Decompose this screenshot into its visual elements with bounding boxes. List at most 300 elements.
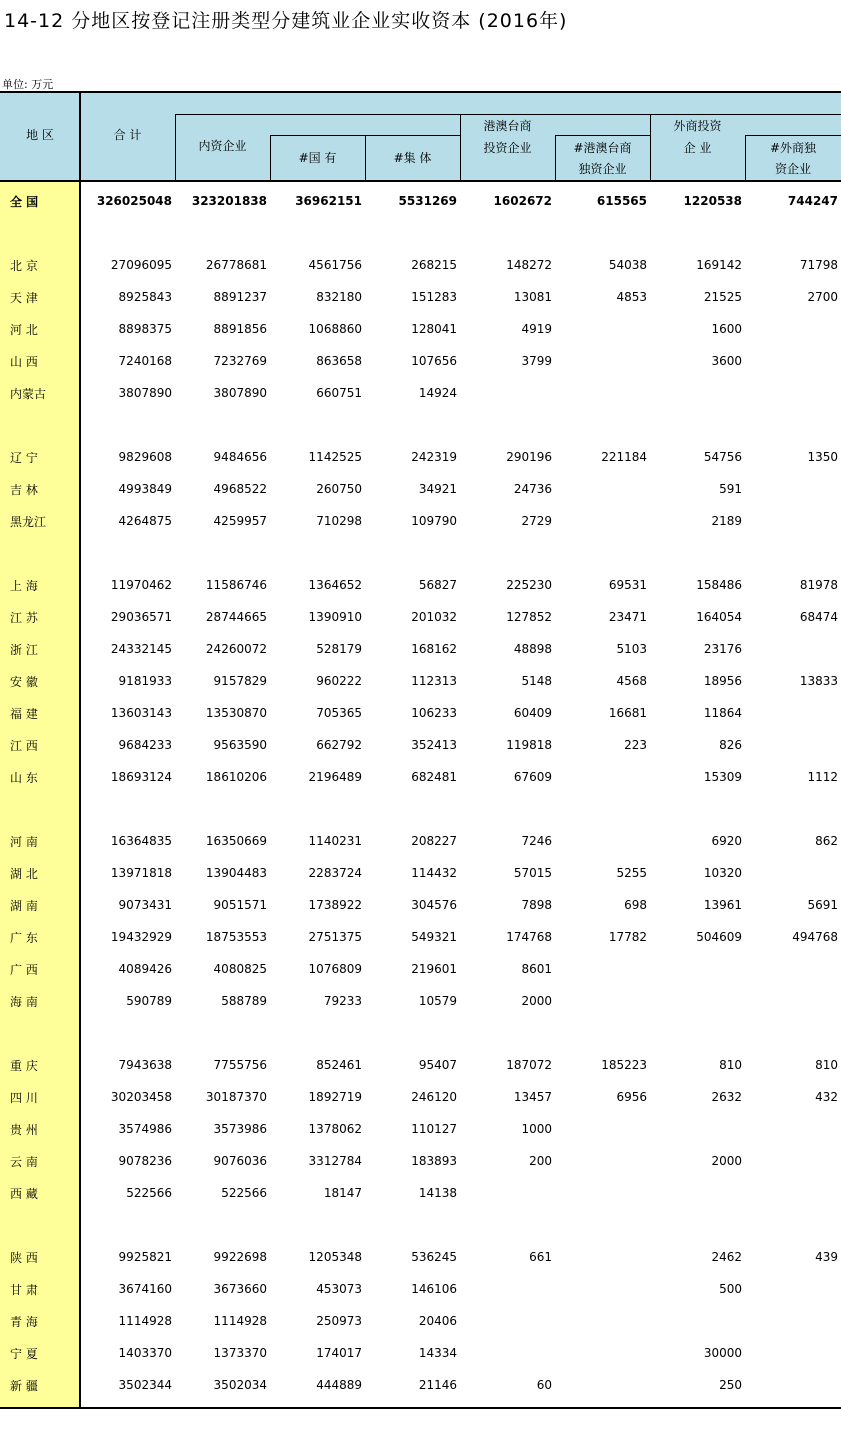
state-cell: 1205348 (308, 1250, 362, 1264)
region-cell: 云 南 (10, 1154, 38, 1169)
state-cell: 705365 (316, 706, 362, 720)
collective-cell: 20406 (418, 1314, 457, 1328)
spacer-cell (555, 1017, 650, 1049)
spacer-cell (0, 409, 80, 441)
table-row (0, 313, 841, 345)
hmt-sole-cell (555, 825, 650, 857)
spacer-row (0, 537, 841, 569)
spacer-cell (80, 537, 175, 569)
total-cell: 9073431 (118, 898, 172, 912)
hline (555, 135, 650, 136)
spacer-cell (80, 793, 175, 825)
domestic-cell: 26778681 (205, 258, 267, 272)
foreign-cell (650, 985, 745, 1017)
spacer-row (0, 409, 841, 441)
foreign-cell: 6920 (711, 834, 742, 848)
table-header (0, 91, 841, 181)
foreign-sole-cell: 2700 (807, 290, 838, 304)
spacer-cell (175, 1017, 270, 1049)
domestic-cell: 3502034 (213, 1378, 267, 1392)
foreign-cell: 11864 (703, 706, 742, 720)
region-cell: 海 南 (10, 994, 38, 1009)
region-cell: 山 西 (10, 354, 38, 369)
state-cell: 79233 (323, 994, 362, 1008)
table-row (0, 1177, 841, 1209)
total-cell: 3674160 (118, 1282, 172, 1296)
table-row (0, 249, 841, 281)
spacer-cell (175, 409, 270, 441)
total-cell: 3502344 (118, 1378, 172, 1392)
region-cell: 宁 夏 (10, 1346, 38, 1361)
spacer-cell (460, 537, 555, 569)
total-cell: 27096095 (110, 258, 172, 272)
hline (745, 135, 841, 136)
region-cell: 重 庆 (10, 1058, 38, 1073)
foreign-sole-cell (745, 729, 841, 761)
hmt-cell: 1000 (521, 1122, 552, 1136)
spacer-cell (0, 1017, 80, 1049)
state-cell: 2283724 (308, 866, 362, 880)
state-cell: 174017 (316, 1346, 362, 1360)
collective-cell: 352413 (411, 738, 457, 752)
domestic-cell: 8891237 (213, 290, 267, 304)
spacer-cell (365, 1017, 460, 1049)
region-cell: 贵 州 (10, 1122, 38, 1137)
total-cell: 7240168 (118, 354, 172, 368)
foreign-sole-cell (745, 345, 841, 377)
foreign-sole-cell (745, 1305, 841, 1337)
region-cell: 浙 江 (10, 642, 38, 657)
spacer-cell (460, 793, 555, 825)
hline (270, 135, 460, 136)
foreign-sole-cell (745, 633, 841, 665)
header-hmt-sole-line2: 独资企业 (578, 162, 627, 176)
spacer-cell (460, 1017, 555, 1049)
hmt-cell: 60409 (513, 706, 552, 720)
collective-cell: 107656 (411, 354, 457, 368)
table-row (0, 697, 841, 729)
table-row (0, 889, 841, 921)
foreign-sole-cell (745, 377, 841, 409)
state-cell: 260750 (316, 482, 362, 496)
state-cell: 1390910 (308, 610, 362, 624)
collective-cell: 183893 (411, 1154, 457, 1168)
collective-cell: 10579 (418, 994, 457, 1008)
header-top-rule (0, 91, 841, 93)
region-cell: 湖 南 (10, 898, 38, 913)
spacer-cell (745, 1017, 841, 1049)
hmt-sole-cell (555, 953, 650, 985)
state-cell: 660751 (316, 386, 362, 400)
table-row (0, 857, 841, 889)
state-cell: 1378062 (308, 1122, 362, 1136)
spacer-cell (270, 217, 365, 249)
state-cell: 960222 (316, 674, 362, 688)
spacer-cell (365, 1209, 460, 1241)
foreign-cell: 54756 (703, 450, 742, 464)
table-row (0, 505, 841, 537)
state-cell: 2751375 (308, 930, 362, 944)
header-foreign-sole-line2: 资企业 (774, 162, 811, 176)
total-cell: 16364835 (110, 834, 172, 848)
collective-cell: 304576 (411, 898, 457, 912)
foreign-cell: 1600 (711, 322, 742, 336)
region-cell: 新 疆 (10, 1378, 38, 1393)
region-cell: 全 国 (10, 194, 39, 209)
collective-cell: 5531269 (398, 194, 457, 208)
hmt-cell: 174768 (506, 930, 552, 944)
page-title: 14-12 分地区按登记注册类型分建筑业企业实收资本 (2016年) (4, 10, 568, 32)
total-cell: 9181933 (118, 674, 172, 688)
collective-cell: 682481 (411, 770, 457, 784)
total-cell: 30203458 (110, 1090, 172, 1104)
hmt-cell: 290196 (506, 450, 552, 464)
spacer-row (0, 1017, 841, 1049)
total-cell: 24332145 (110, 642, 172, 656)
foreign-cell (650, 377, 745, 409)
header-foreign-sole-line1: #外商独 (769, 141, 817, 155)
total-cell: 326025048 (96, 194, 172, 208)
domestic-cell: 9051571 (213, 898, 267, 912)
hmt-sole-cell (555, 473, 650, 505)
spacer-cell (650, 537, 745, 569)
foreign-cell: 158486 (696, 578, 742, 592)
hmt-cell: 1602672 (493, 194, 552, 208)
foreign-sole-cell: 810 (815, 1058, 838, 1072)
table-row (0, 569, 841, 601)
domestic-cell: 7755756 (213, 1058, 267, 1072)
foreign-sole-cell: 439 (815, 1250, 838, 1264)
total-cell: 4993849 (118, 482, 172, 496)
total-cell: 9925821 (118, 1250, 172, 1264)
state-cell: 250973 (316, 1314, 362, 1328)
spacer-cell (555, 537, 650, 569)
domestic-cell: 3573986 (213, 1122, 267, 1136)
collective-cell: 95407 (418, 1058, 457, 1072)
table-row (0, 281, 841, 313)
spacer-cell (460, 409, 555, 441)
region-cell: 江 苏 (10, 610, 38, 625)
hmt-cell: 4919 (521, 322, 552, 336)
collective-cell: 219601 (411, 962, 457, 976)
foreign-sole-cell: 71798 (799, 258, 838, 272)
foreign-sole-cell: 862 (815, 834, 838, 848)
hmt-sole-cell (555, 313, 650, 345)
state-cell: 1892719 (308, 1090, 362, 1104)
header-state: #国 有 (298, 151, 337, 165)
header-domestic: 内资企业 (198, 139, 247, 153)
spacer-cell (365, 537, 460, 569)
total-cell: 13603143 (110, 706, 172, 720)
state-cell: 662792 (316, 738, 362, 752)
region-cell: 青 海 (10, 1314, 38, 1329)
collective-cell: 146106 (411, 1282, 457, 1296)
foreign-cell: 3600 (711, 354, 742, 368)
spacer-cell (745, 409, 841, 441)
spacer-cell (0, 537, 80, 569)
total-cell: 11970462 (110, 578, 172, 592)
spacer-cell (555, 793, 650, 825)
spacer-cell (0, 793, 80, 825)
table-row (0, 1241, 841, 1273)
domestic-cell: 13530870 (205, 706, 267, 720)
hmt-sole-cell: 54038 (608, 258, 647, 272)
hmt-sole-cell: 5255 (616, 866, 647, 880)
domestic-cell: 3807890 (213, 386, 267, 400)
hmt-cell: 3799 (521, 354, 552, 368)
foreign-cell (650, 953, 745, 985)
spacer-cell (80, 1017, 175, 1049)
spacer-cell (0, 1209, 80, 1241)
foreign-cell: 1220538 (683, 194, 742, 208)
spacer-cell (745, 793, 841, 825)
region-cell: 上 海 (10, 578, 38, 593)
collective-cell: 112313 (411, 674, 457, 688)
hmt-cell: 60 (536, 1378, 552, 1392)
state-cell: 36962151 (295, 194, 362, 208)
hmt-sole-cell: 4853 (616, 290, 647, 304)
hmt-sole-cell: 4568 (616, 674, 647, 688)
hmt-cell: 8601 (521, 962, 552, 976)
foreign-cell: 13961 (703, 898, 742, 912)
spacer-row (0, 1209, 841, 1241)
table-row (0, 761, 841, 793)
hmt-sole-cell: 69531 (608, 578, 647, 592)
collective-cell: 128041 (411, 322, 457, 336)
collective-cell: 549321 (411, 930, 457, 944)
hmt-sole-cell (555, 1273, 650, 1305)
hmt-cell: 127852 (506, 610, 552, 624)
domestic-cell: 4968522 (213, 482, 267, 496)
total-cell: 9829608 (118, 450, 172, 464)
spacer-cell (745, 537, 841, 569)
table-row (0, 1273, 841, 1305)
domestic-cell: 28744665 (205, 610, 267, 624)
hmt-sole-cell: 23471 (608, 610, 647, 624)
header-bottom-rule (0, 180, 841, 182)
hmt-cell: 24736 (513, 482, 552, 496)
header-hmt-line1: 港澳台商 (483, 119, 532, 133)
hmt-cell: 13081 (513, 290, 552, 304)
foreign-sole-cell (745, 1337, 841, 1369)
state-cell: 528179 (316, 642, 362, 656)
state-cell: 1738922 (308, 898, 362, 912)
domestic-cell: 1114928 (213, 1314, 267, 1328)
spacer-cell (650, 1017, 745, 1049)
domestic-cell: 323201838 (191, 194, 267, 208)
spacer-cell (460, 1209, 555, 1241)
foreign-cell (650, 1305, 745, 1337)
hmt-sole-cell: 698 (624, 898, 647, 912)
foreign-sole-cell: 1350 (807, 450, 838, 464)
hmt-sole-cell: 615565 (596, 194, 647, 208)
foreign-cell: 591 (719, 482, 742, 496)
foreign-cell: 30000 (703, 1346, 742, 1360)
foreign-cell: 810 (719, 1058, 742, 1072)
foreign-cell: 2632 (711, 1090, 742, 1104)
hmt-sole-cell: 185223 (601, 1058, 647, 1072)
spacer-cell (365, 409, 460, 441)
foreign-cell: 500 (719, 1282, 742, 1296)
foreign-cell: 164054 (696, 610, 742, 624)
domestic-cell: 8891856 (213, 322, 267, 336)
collective-cell: 110127 (411, 1122, 457, 1136)
foreign-sole-cell: 5691 (807, 898, 838, 912)
spacer-cell (175, 537, 270, 569)
collective-cell: 14138 (418, 1186, 457, 1200)
foreign-sole-cell (745, 473, 841, 505)
state-cell: 2196489 (308, 770, 362, 784)
foreign-sole-cell: 744247 (787, 194, 838, 208)
total-cell: 1403370 (118, 1346, 172, 1360)
region-cell: 辽 宁 (10, 450, 38, 465)
region-cell: 山 东 (10, 770, 38, 785)
table-row (0, 1369, 841, 1401)
state-cell: 1140231 (308, 834, 362, 848)
foreign-sole-cell (745, 313, 841, 345)
hmt-sole-cell: 221184 (601, 450, 647, 464)
spacer-cell (650, 793, 745, 825)
collective-cell: 34921 (418, 482, 457, 496)
domestic-cell: 588789 (221, 994, 267, 1008)
table-row (0, 1049, 841, 1081)
foreign-sole-cell (745, 1369, 841, 1401)
foreign-cell: 10320 (703, 866, 742, 880)
state-cell: 1076809 (308, 962, 362, 976)
hmt-cell (460, 1337, 555, 1369)
hmt-sole-cell (555, 345, 650, 377)
region-cell: 黑龙江 (10, 514, 47, 529)
collective-cell: 201032 (411, 610, 457, 624)
region-cell: 北 京 (10, 258, 38, 273)
state-cell: 1364652 (308, 578, 362, 592)
spacer-cell (270, 1209, 365, 1241)
state-cell: 1068860 (308, 322, 362, 336)
hmt-cell: 119818 (506, 738, 552, 752)
spacer-cell (555, 409, 650, 441)
hmt-sole-cell (555, 1177, 650, 1209)
spacer-cell (80, 217, 175, 249)
state-cell: 3312784 (308, 1154, 362, 1168)
region-cell: 安 徽 (10, 674, 38, 689)
state-cell: 18147 (323, 1186, 362, 1200)
table-row (0, 921, 841, 953)
hmt-cell: 225230 (506, 578, 552, 592)
foreign-sole-cell (745, 1145, 841, 1177)
total-cell: 1114928 (118, 1314, 172, 1328)
spacer-cell (175, 217, 270, 249)
region-cell: 福 建 (10, 706, 38, 721)
region-cell: 陕 西 (10, 1250, 38, 1265)
spacer-cell (175, 793, 270, 825)
domestic-cell: 9922698 (213, 1250, 267, 1264)
header-hmt-sole-line1: #港澳台商 (573, 141, 632, 155)
foreign-cell (650, 1113, 745, 1145)
hmt-cell: 200 (529, 1154, 552, 1168)
spacer-cell (365, 217, 460, 249)
foreign-cell: 21525 (703, 290, 742, 304)
hmt-sole-cell (555, 761, 650, 793)
foreign-sole-cell: 68474 (799, 610, 838, 624)
spacer-cell (650, 1209, 745, 1241)
domestic-cell: 18753553 (205, 930, 267, 944)
foreign-sole-cell: 1112 (807, 770, 838, 784)
foreign-cell (650, 1177, 745, 1209)
foreign-sole-cell (745, 505, 841, 537)
region-cell: 吉 林 (10, 482, 38, 497)
hmt-sole-cell: 17782 (608, 930, 647, 944)
region-cell: 江 西 (10, 738, 38, 753)
unit-label: 单位: 万元 (2, 78, 54, 91)
spacer-cell (270, 409, 365, 441)
collective-cell: 268215 (411, 258, 457, 272)
total-cell: 8925843 (118, 290, 172, 304)
domestic-cell: 1373370 (213, 1346, 267, 1360)
region-cell: 河 南 (10, 834, 38, 849)
spacer-cell (650, 409, 745, 441)
foreign-sole-cell: 432 (815, 1090, 838, 1104)
spacer-cell (270, 793, 365, 825)
state-cell: 1142525 (308, 450, 362, 464)
hmt-cell: 7898 (521, 898, 552, 912)
total-cell: 3807890 (118, 386, 172, 400)
hmt-sole-cell (555, 505, 650, 537)
domestic-cell: 16350669 (205, 834, 267, 848)
foreign-cell: 23176 (703, 642, 742, 656)
region-cell: 内蒙古 (10, 386, 47, 401)
table-row (0, 1337, 841, 1369)
table-row (0, 1305, 841, 1337)
collective-cell: 109790 (411, 514, 457, 528)
state-cell: 4561756 (308, 258, 362, 272)
region-cell: 湖 北 (10, 866, 38, 881)
domestic-cell: 4259957 (213, 514, 267, 528)
state-cell: 444889 (316, 1378, 362, 1392)
region-cell: 四 川 (10, 1090, 38, 1105)
spacer-cell (555, 217, 650, 249)
region-cell: 天 津 (10, 290, 38, 305)
total-cell: 8898375 (118, 322, 172, 336)
total-cell: 3574986 (118, 1122, 172, 1136)
hmt-sole-cell (555, 1369, 650, 1401)
hmt-cell: 5148 (521, 674, 552, 688)
spacer-cell (460, 217, 555, 249)
total-cell: 9684233 (118, 738, 172, 752)
table-row (0, 345, 841, 377)
domestic-cell: 522566 (221, 1186, 267, 1200)
domestic-cell: 9484656 (213, 450, 267, 464)
spacer-cell (175, 1209, 270, 1241)
domestic-cell: 9076036 (213, 1154, 267, 1168)
hmt-sole-cell (555, 985, 650, 1017)
hmt-cell (460, 1177, 555, 1209)
total-cell: 13971818 (110, 866, 172, 880)
spacer-cell (650, 217, 745, 249)
table-row (0, 633, 841, 665)
foreign-sole-cell: 13833 (799, 674, 838, 688)
header-hmt-line2: 投资企业 (483, 141, 532, 155)
foreign-cell: 2462 (711, 1250, 742, 1264)
foreign-sole-cell (745, 953, 841, 985)
spacer-cell (555, 1209, 650, 1241)
hmt-cell: 57015 (513, 866, 552, 880)
table-row (0, 825, 841, 857)
header-foreign-line1: 外商投资 (673, 119, 722, 133)
national-total-row (0, 185, 841, 217)
spacer-cell (365, 793, 460, 825)
total-cell: 4264875 (118, 514, 172, 528)
hmt-sole-cell: 5103 (616, 642, 647, 656)
